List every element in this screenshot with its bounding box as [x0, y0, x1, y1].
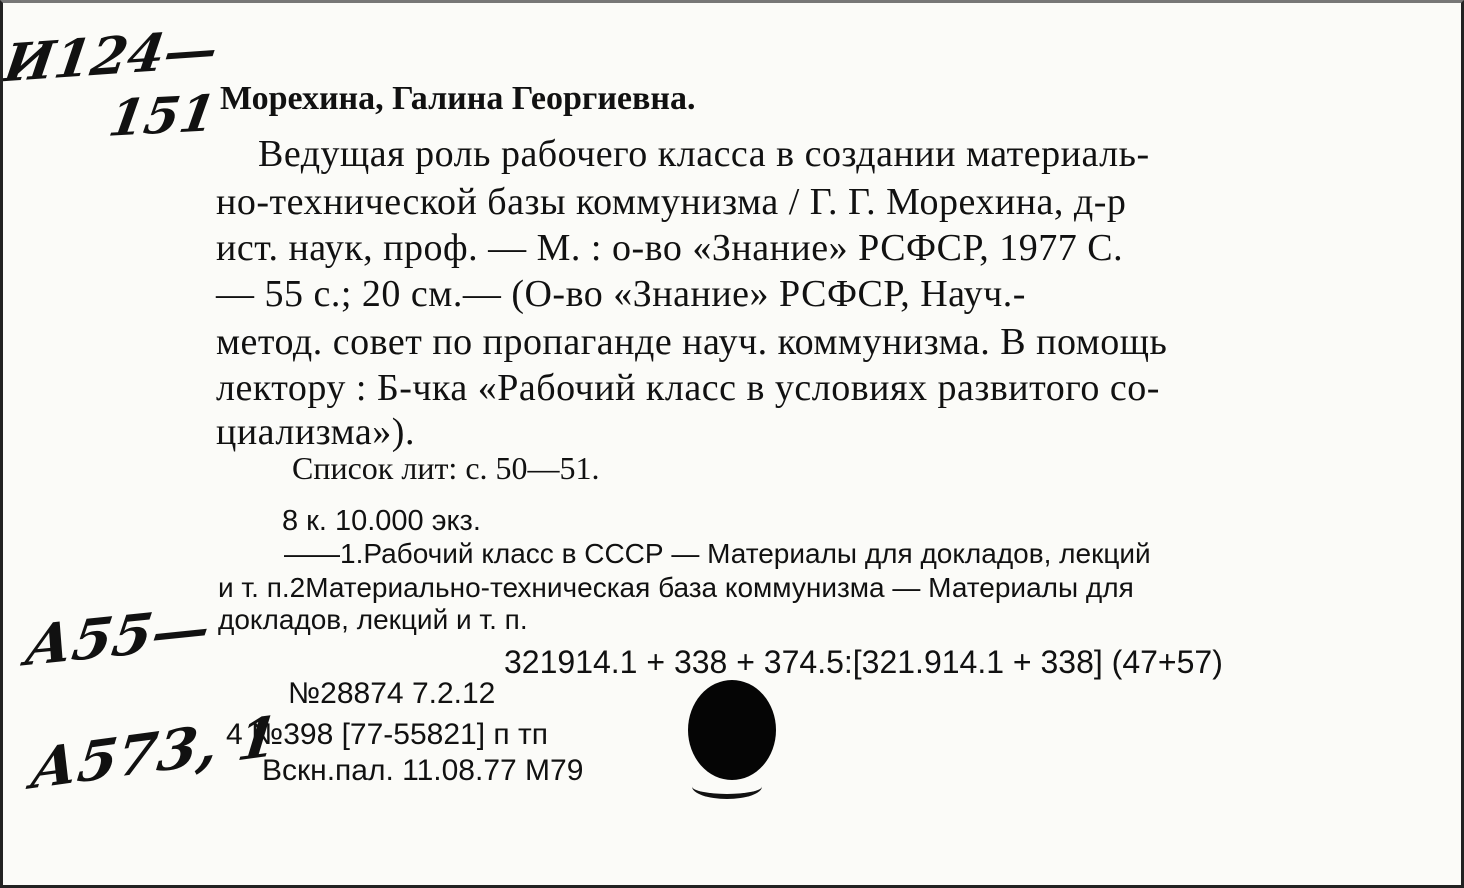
punch-hole-shadow — [692, 774, 762, 799]
punch-hole — [688, 680, 776, 780]
handwritten-shelfmark-line1: И124— — [0, 18, 222, 95]
description-line-7: циализма»). — [216, 411, 415, 453]
accession-number: №28874 7.2.12 — [288, 677, 496, 710]
description-line-6: лектору : Б-чка «Рабочий класс в условиях развитого со- — [216, 367, 1160, 409]
description-line-2: но-технической базы коммунизма / Г. Г. Морехина, д-р — [216, 181, 1127, 223]
description-line-5: метод. совет по пропаганде науч. коммунизма. В помощь — [216, 321, 1168, 363]
signed-to-print: Вскн.пал. 11.08.77 М79 — [262, 754, 584, 787]
description-line-3: ист. наук, проф. — М. : о-во «Знание» РСФСР, 1977 С. — [216, 227, 1124, 269]
author-heading: Морехина, Галина Георгиевна. — [220, 80, 696, 117]
order-number: 4 №398 [77-55821] п тп — [226, 718, 548, 751]
subject-line-3: докладов, лекций и т. п. — [218, 604, 528, 635]
bibliography-note: Список лит: с. 50—51. — [292, 450, 600, 486]
price-and-copies: 8 к. 10.000 экз. — [282, 505, 481, 537]
subject-line-1: ——1.Рабочий класс в СССР — Материалы для докладов, лекций — [284, 538, 1151, 569]
handwritten-note-a55: А55— — [21, 594, 215, 680]
handwritten-note-a573: А573, 1 — [27, 703, 282, 803]
classification-index: 321914.1 + 338 + 374.5:[321.914.1 + 338] (47+57) — [504, 644, 1223, 680]
handwritten-shelfmark-line2: 151 — [104, 83, 220, 148]
subject-line-2: и т. п.2Материально-техническая база коммунизма — Материалы для — [218, 572, 1134, 603]
description-line-1: Ведущая роль рабочего класса в создании материаль- — [258, 133, 1150, 175]
description-line-4: — 55 с.; 20 см.— (О-во «Знание» РСФСР, Науч.- — [216, 273, 1026, 315]
